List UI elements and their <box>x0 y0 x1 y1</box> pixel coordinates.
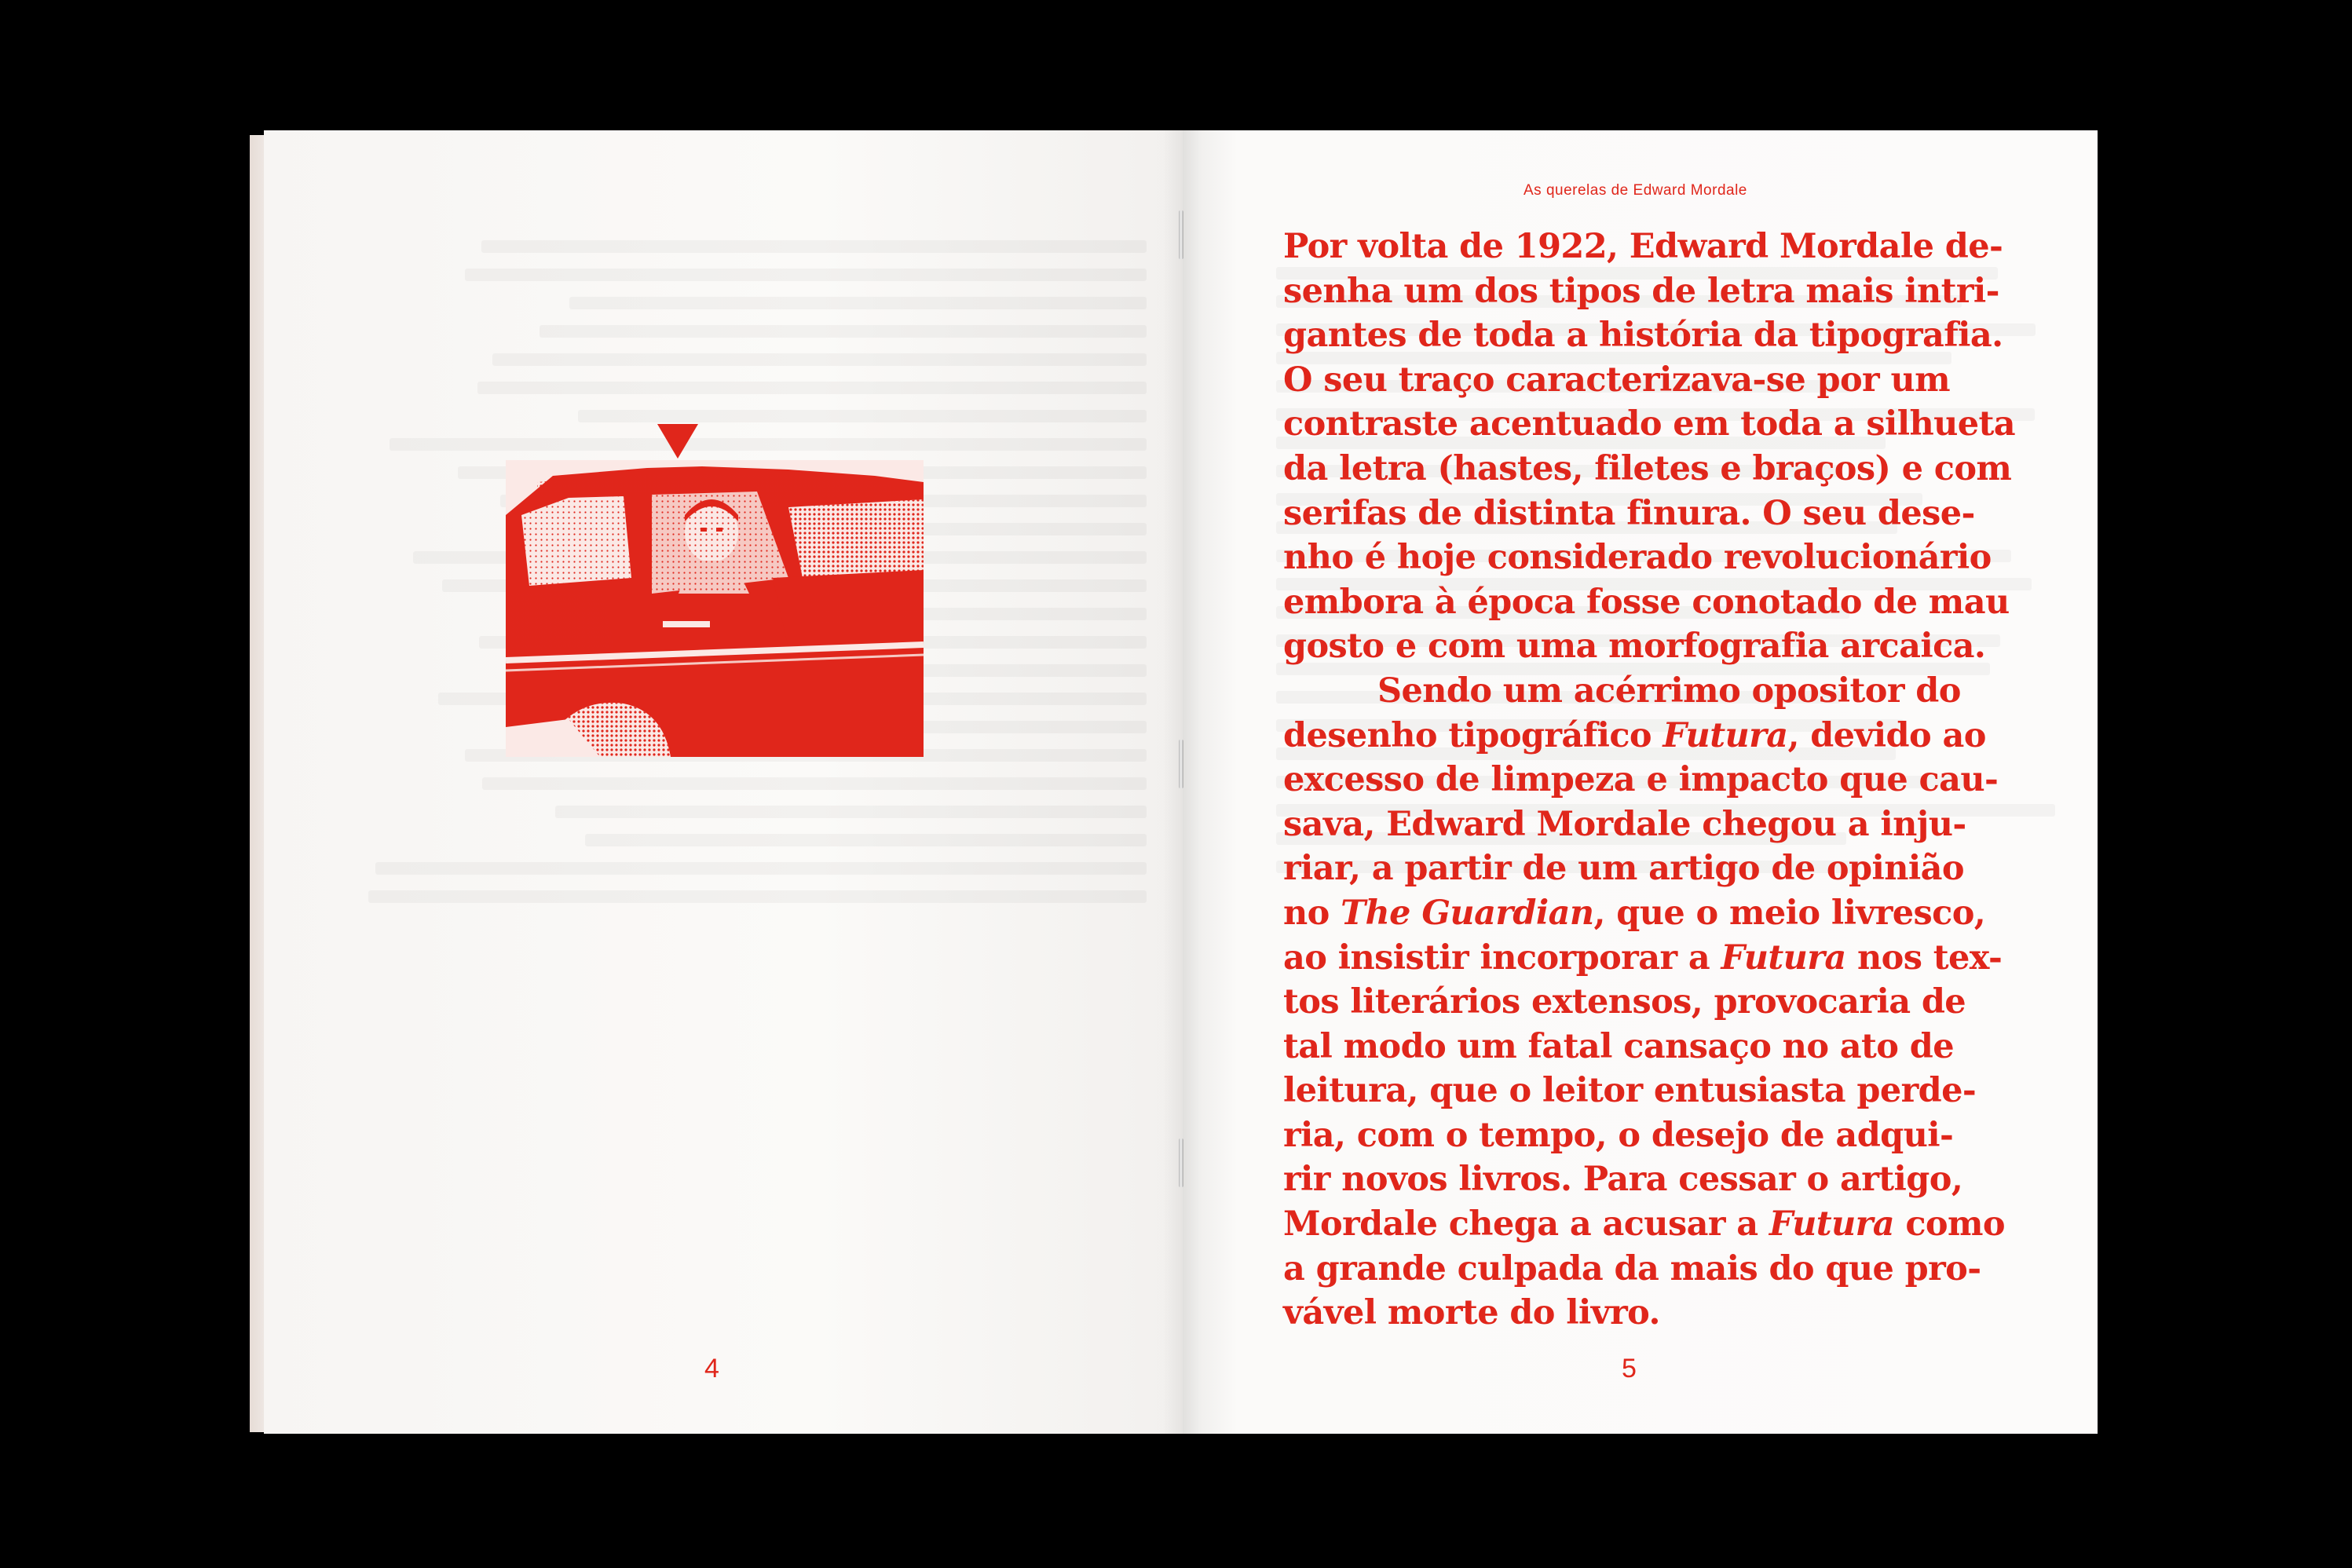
text-line <box>1283 1202 2014 1247</box>
text-run: desenho tipográfico <box>1283 715 1663 755</box>
show-through-line <box>585 834 1147 846</box>
text-line: embora à época fosse conotado de mau <box>1283 582 2010 622</box>
show-through-line <box>477 382 1147 394</box>
text-line: excesso de limpeza e impacto que cau- <box>1283 760 1999 800</box>
text-run: nos tex- <box>1845 938 2003 978</box>
show-through-line <box>482 777 1147 790</box>
text-run: , devido ao <box>1787 715 1986 755</box>
page-number-left: 4 <box>704 1354 719 1383</box>
text-line: gantes de toda a história da tipografia. <box>1283 316 2003 356</box>
show-through-line <box>569 297 1147 309</box>
staple-bottom <box>1179 1139 1183 1187</box>
show-through-line <box>555 806 1147 818</box>
text-line: O seu traço caracterizava-se por um <box>1283 360 1951 400</box>
text-line: leitura, que o leitor entusiasta perde- <box>1283 1071 1977 1111</box>
staple-top <box>1179 210 1183 259</box>
show-through-line <box>368 890 1147 903</box>
show-through-line <box>492 353 1147 366</box>
text-line: tos literários extensos, provocaria de <box>1283 982 1966 1022</box>
show-through-line <box>390 438 1147 451</box>
italic-title: Futura <box>1662 715 1788 755</box>
text-run: no <box>1283 893 1341 933</box>
text-run: ao insistir incorporar a <box>1283 938 1721 978</box>
text-line: senha um dos tipos de letra mais intri- <box>1283 271 1999 311</box>
italic-title: Futura <box>1721 938 1846 978</box>
body-text <box>1283 225 2014 1336</box>
text-line: ria, com o tempo, o desejo de adqui- <box>1283 1115 1954 1155</box>
text-line <box>1283 891 2014 936</box>
show-through-line <box>465 269 1147 281</box>
text-line: gosto e com uma morfografia arcaica. <box>1283 627 1986 667</box>
text-line: Sendo um acérrimo opositor do <box>1377 671 1961 711</box>
page-number-right: 5 <box>1622 1354 1637 1383</box>
staple-middle <box>1179 740 1183 788</box>
text-line: da letra (hastes, filetes e braços) e com <box>1283 448 2012 488</box>
text-line: Por volta de 1922, Edward Mordale de- <box>1283 227 2003 266</box>
text-line: riar, a partir de um artigo de opinião <box>1283 849 1964 889</box>
italic-title: Futura <box>1769 1204 1894 1245</box>
triangle-down-icon <box>657 424 698 459</box>
text-line: tal modo um fatal cansaço no ato de <box>1283 1026 1954 1066</box>
show-through-line <box>375 862 1147 875</box>
running-head: As querelas de Edward Mordale <box>1523 182 1747 199</box>
text-line: sava, Edward Mordale chegou a inju- <box>1283 804 1966 844</box>
show-through-line <box>578 410 1147 422</box>
text-line: serifas de distinta finura. O seu dese- <box>1283 493 1975 533</box>
halftone-car-photo <box>506 460 924 757</box>
text-run: Mordale chega a acusar a <box>1283 1204 1769 1245</box>
show-through-line <box>540 325 1147 338</box>
text-line: vável morte do livro. <box>1283 1293 1660 1333</box>
text-line: rir novos livros. Para cessar o artigo, <box>1283 1160 1963 1200</box>
text-line: contraste acentuado em toda a silhueta <box>1283 404 2016 444</box>
text-run: , que o meio livresco, <box>1593 893 1986 933</box>
show-through-line <box>481 240 1147 253</box>
text-line: nho é hoje considerado revolucionário <box>1283 538 1992 578</box>
text-line: a grande culpada da mais do que pro- <box>1283 1248 1981 1288</box>
text-line <box>1283 936 2014 981</box>
text-run: como <box>1893 1204 2005 1245</box>
text-line <box>1283 714 2014 758</box>
italic-title: The Guardian <box>1341 893 1594 933</box>
